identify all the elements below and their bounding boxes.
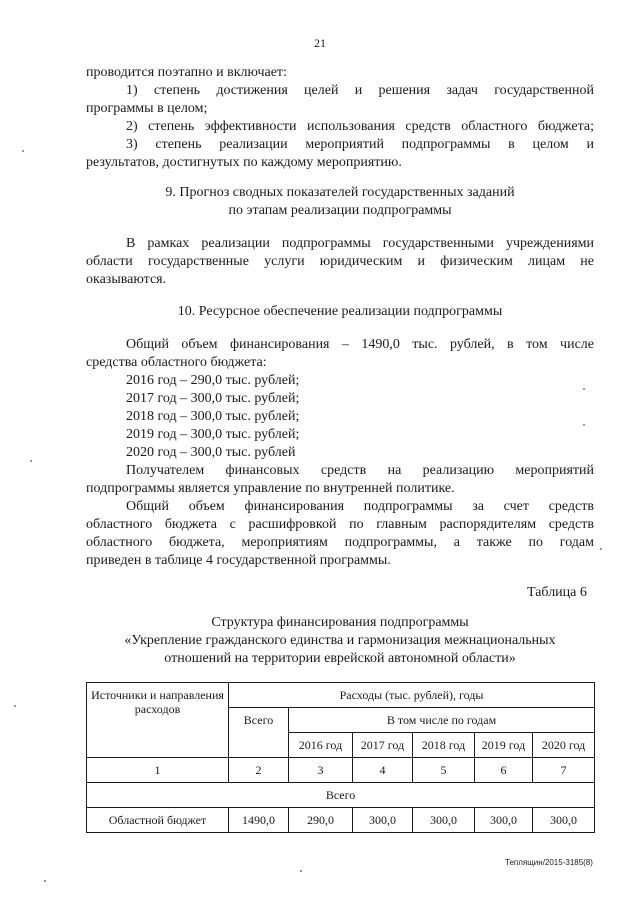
scan-speck (300, 870, 302, 872)
row-label: Областной бюджет (87, 808, 229, 833)
table-title: отношений на территории еврейской автономной области» (164, 651, 516, 666)
section-10-paragraph: средства областного бюджета: (86, 355, 267, 370)
section-9-paragraph: В рамках реализации подпрограммы государственными учреждениями (126, 236, 594, 251)
section-9-heading: 9. Прогноз сводных показателей государственных заданий (165, 185, 515, 200)
section-10-paragraph: областного бюджета, мероприятиям подпрограммы, а также по годам (86, 535, 594, 550)
section-10-paragraph: Общий объем финансирования – 1490,0 тыс. рублей, в том числе (126, 337, 594, 352)
intro-line: результатов, достигнутых по каждому мероприятию. (86, 155, 402, 170)
row-value: 300,0 (475, 808, 533, 833)
column-number: 5 (413, 758, 475, 783)
column-number: 1 (87, 758, 229, 783)
section-10-paragraph: Получателем финансовых средств на реализацию мероприятий (126, 463, 594, 478)
header-year: 2017 год (353, 733, 413, 758)
funding-year-line: 2017 год – 300,0 тыс. рублей; (126, 391, 300, 406)
column-number: 4 (353, 758, 413, 783)
scan-speck (600, 548, 602, 550)
header-total: Всего (229, 708, 289, 758)
row-value: 300,0 (533, 808, 595, 833)
scan-speck (30, 460, 32, 462)
intro-line: 3) степень реализации мероприятий подпрограммы в целом и (126, 137, 594, 152)
intro-line: 2) степень эффективности использования средств областного бюджета; (126, 119, 594, 134)
section-9-paragraph: оказываются. (86, 272, 167, 287)
intro-line: программы в целом; (86, 101, 208, 116)
column-number: 6 (475, 758, 533, 783)
header-year: 2020 год (533, 733, 595, 758)
scan-speck (583, 424, 585, 426)
header-year: 2016 год (289, 733, 353, 758)
table-title: «Укрепление гражданского единства и гармонизация межнациональных (124, 633, 556, 648)
intro-line: проводится поэтапно и включает: (86, 65, 287, 80)
section-10-paragraph: областного бюджета с расшифровкой по главным распорядителям средств (86, 517, 594, 532)
scan-speck (44, 880, 46, 882)
header-year: 2018 год (413, 733, 475, 758)
column-number: 2 (229, 758, 289, 783)
financing-table (86, 682, 595, 833)
section-10-paragraph: Общий объем финансирования подпрограммы за счет средств (126, 499, 594, 514)
scan-speck (583, 388, 585, 390)
page-number: 21 (314, 36, 326, 50)
row-value: 300,0 (413, 808, 475, 833)
row-value: 290,0 (289, 808, 353, 833)
document-code: Теплящин/2015-3185(8) (505, 858, 593, 867)
section-10-paragraph: приведен в таблице 4 государственной программы. (86, 553, 391, 568)
header-year: 2019 год (475, 733, 533, 758)
section-10-paragraph: подпрограммы является управление по внутренней политике. (86, 481, 455, 496)
section-10-heading: 10. Ресурсное обеспечение реализации подпрограммы (177, 304, 503, 319)
funding-year-line: 2016 год – 290,0 тыс. рублей; (126, 373, 300, 388)
header-expenses: Расходы (тыс. рублей), годы (229, 683, 595, 708)
header-sources: Источники и направления расходов (87, 683, 229, 758)
section-9-heading: по этапам реализации подпрограммы (228, 203, 452, 218)
row-total: 1490,0 (229, 808, 289, 833)
table-row (87, 808, 595, 833)
funding-year-line: 2018 год – 300,0 тыс. рублей; (126, 409, 300, 424)
section-9-paragraph: области государственные услуги юридическим и физическим лицам не (86, 254, 594, 269)
intro-line: 1) степень достижения целей и решения задач государственной (126, 83, 594, 98)
table-label: Таблица 6 (527, 585, 587, 600)
column-number: 7 (533, 758, 595, 783)
funding-year-line: 2019 год – 300,0 тыс. рублей; (126, 427, 300, 442)
table-title: Структура финансирования подпрограммы (211, 615, 469, 630)
header-by-years: В том числе по годам (289, 708, 595, 733)
funding-year-line: 2020 год – 300,0 тыс. рублей (126, 445, 296, 460)
row-value: 300,0 (353, 808, 413, 833)
section-total-row: Всего (87, 783, 595, 808)
scan-speck (22, 150, 24, 152)
column-number: 3 (289, 758, 353, 783)
scan-speck (14, 705, 16, 707)
